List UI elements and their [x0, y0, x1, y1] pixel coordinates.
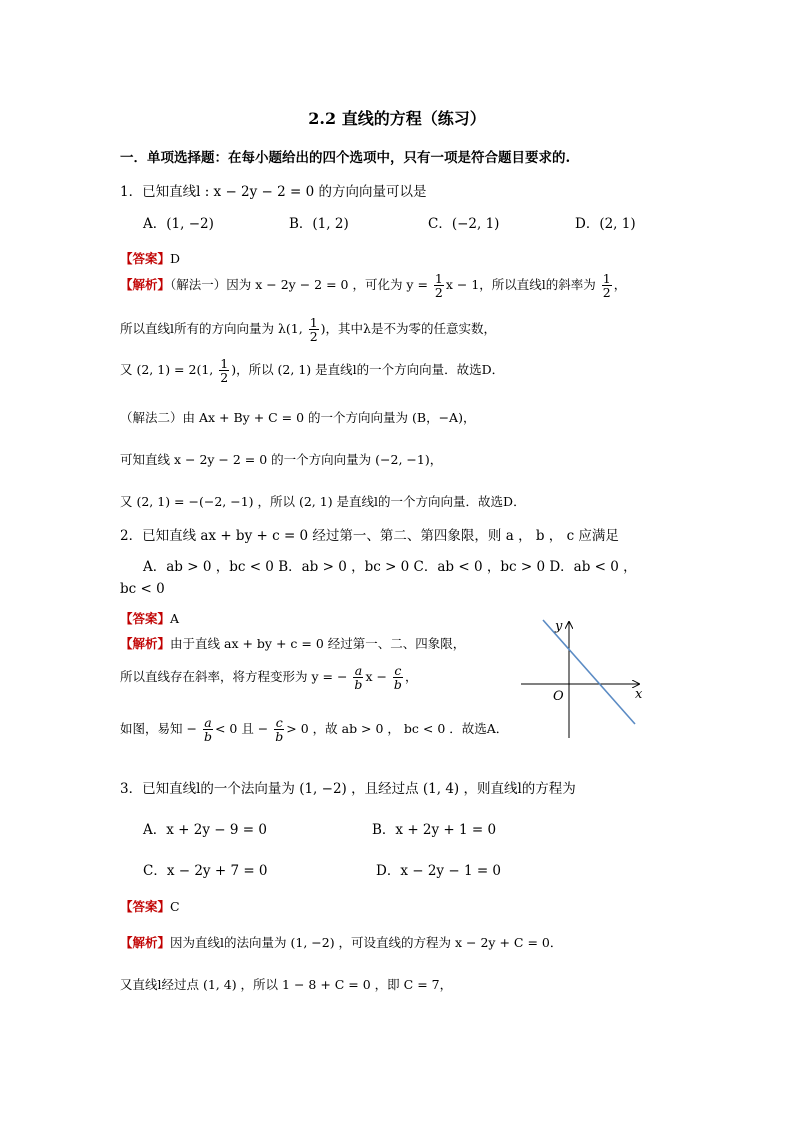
q1-option-a: A．(1, −2) — [143, 216, 214, 232]
answer-tag: 【答案】 — [120, 251, 171, 266]
page-title: 2.2 直线的方程（练习） — [308, 109, 486, 128]
q1-answer-value: D — [170, 251, 181, 266]
frac-den: b — [393, 677, 402, 693]
q1-option-d: D．(2, 1) — [575, 216, 636, 232]
q3-answer-value: C — [170, 899, 180, 914]
frac-num: 1 — [434, 271, 443, 286]
q2-s3-a: 如图，易知 − — [120, 721, 197, 737]
q3-analysis-line-2: 又直线l经过点 (1, 4) ，所以 1 − 8 + C = 0 ，即 C = 7， — [120, 977, 453, 992]
frac-num: 1 — [220, 356, 229, 371]
q2-s3-c: > 0 ，故 ab > 0 ， bc < 0 ．故选A． — [286, 721, 509, 737]
q1-stem: 1．已知直线l : x − 2y − 2 = 0 的方向向量可以是 — [120, 184, 427, 200]
q2-stem: 2．已知直线 ax + by + c = 0 经过第一、第二、第四象限，则 a ， b ， c 应满足 — [120, 528, 619, 544]
origin-label: O — [553, 689, 564, 704]
analysis-tag: 【解析】 — [120, 935, 171, 950]
frac-den: 2 — [602, 285, 611, 301]
frac-num: a — [204, 715, 212, 730]
q3-option-a: A．x + 2y − 9 = 0 — [143, 822, 267, 838]
q1-option-c: C．(−2, 1) — [428, 216, 500, 232]
q1-analysis-line-4: （解法二）由 Ax + By + C = 0 的一个方向向量为 (B，−A)， — [120, 410, 476, 425]
x-axis-label: x — [635, 687, 643, 702]
q1-analysis-line-5: 可知直线 x − 2y − 2 = 0 的一个方向向量为 (−2, −1)， — [120, 452, 443, 467]
frac-den: b — [354, 677, 363, 693]
frac-num: c — [394, 663, 402, 678]
frac-den: b — [203, 729, 212, 745]
frac-den: 2 — [220, 370, 229, 386]
q1-analysis-line-6: 又 (2, 1) = −(−2, −1) ，所以 (2, 1) 是直线l的一个方向向量．故选D． — [120, 494, 526, 509]
fraction-half — [434, 272, 444, 299]
fraction-half — [219, 357, 229, 384]
q3-option-c: C．x − 2y + 7 = 0 — [143, 863, 268, 879]
fraction-c-over-b — [274, 716, 284, 743]
q2-s2-a: 所以直线存在斜率，将方程变形为 y = − — [120, 669, 348, 685]
q2-s2-b: x − — [365, 669, 387, 685]
q1-s3-b: )，所以 (2, 1) 是直线l的一个方向向量．故选D． — [231, 362, 505, 378]
fraction-half — [309, 316, 319, 343]
q2-s3-b: < 0 且 − — [214, 721, 269, 737]
q2-options-cont: bc < 0 — [120, 581, 165, 597]
q3-option-d: D．x − 2y − 1 = 0 — [376, 863, 502, 879]
y-axis-label: y — [555, 619, 563, 634]
q2-analysis-line-2 — [120, 664, 417, 691]
section-heading: 一．单项选择题：在每小题给出的四个选项中，只有一项是符合题目要求的. — [120, 150, 571, 166]
q3-answer — [120, 897, 180, 915]
q2-s2-c: ， — [404, 669, 418, 685]
q1-s3-a: 又 (2, 1) = 2(1, — [120, 362, 214, 378]
q2-answer — [120, 609, 179, 627]
q1-s1-a: （解法一）因为 x − 2y − 2 = 0 ，可化为 y = — [170, 277, 428, 293]
frac-num: c — [275, 715, 283, 730]
fraction-c-over-b — [393, 664, 403, 691]
q1-s1-c: ， — [613, 277, 627, 293]
q1-s2-a: 所以直线l所有的方向向量为 λ(1, — [120, 321, 303, 337]
q1-analysis-line-3 — [120, 357, 504, 384]
analysis-tag: 【解析】 — [120, 636, 171, 651]
q1-answer — [120, 249, 180, 267]
frac-num: a — [354, 663, 363, 678]
q2-line-figure — [515, 612, 650, 742]
q3-analysis-line-1 — [120, 933, 562, 951]
q1-analysis-line-1 — [120, 272, 626, 299]
fraction-half — [602, 272, 612, 299]
q2-analysis-line-3 — [120, 716, 508, 743]
q2-analysis-line-1 — [120, 634, 465, 652]
answer-tag: 【答案】 — [120, 899, 171, 914]
frac-num: 1 — [602, 271, 611, 286]
q3-option-b: B．x + 2y + 1 = 0 — [372, 822, 497, 838]
q2-options: A．ab > 0 ，bc < 0 B．ab > 0 ，bc > 0 C．ab < 0 ，bc > 0 D．ab < 0 ， — [143, 559, 637, 575]
q1-s2-b: )，其中λ是不为零的任意实数， — [320, 321, 496, 337]
q2-s1: 由于直线 ax + by + c = 0 经过第一、二、四象限， — [170, 636, 466, 651]
q2-answer-value: A — [170, 611, 180, 626]
answer-tag: 【答案】 — [120, 611, 171, 626]
q1-s1-b: x − 1，所以直线l的斜率为 — [445, 277, 596, 293]
line-l — [543, 620, 635, 724]
fraction-a-over-b — [203, 716, 213, 743]
frac-den: 2 — [309, 329, 318, 345]
frac-den: 2 — [434, 285, 443, 301]
frac-num: 1 — [309, 315, 318, 330]
q3-s1: 因为直线l的法向量为 (1, −2) ，可设直线的方程为 x − 2y + C = 0． — [170, 935, 563, 950]
analysis-tag: 【解析】 — [120, 277, 171, 293]
q3-stem: 3．已知直线l的一个法向量为 (1, −2) ，且经过点 (1, 4) ，则直线l的方程为 — [120, 781, 576, 797]
q1-option-b: B．(1, 2) — [289, 216, 349, 232]
fraction-a-over-b — [353, 664, 363, 691]
q1-analysis-line-2 — [120, 316, 496, 343]
frac-den: b — [275, 729, 284, 745]
